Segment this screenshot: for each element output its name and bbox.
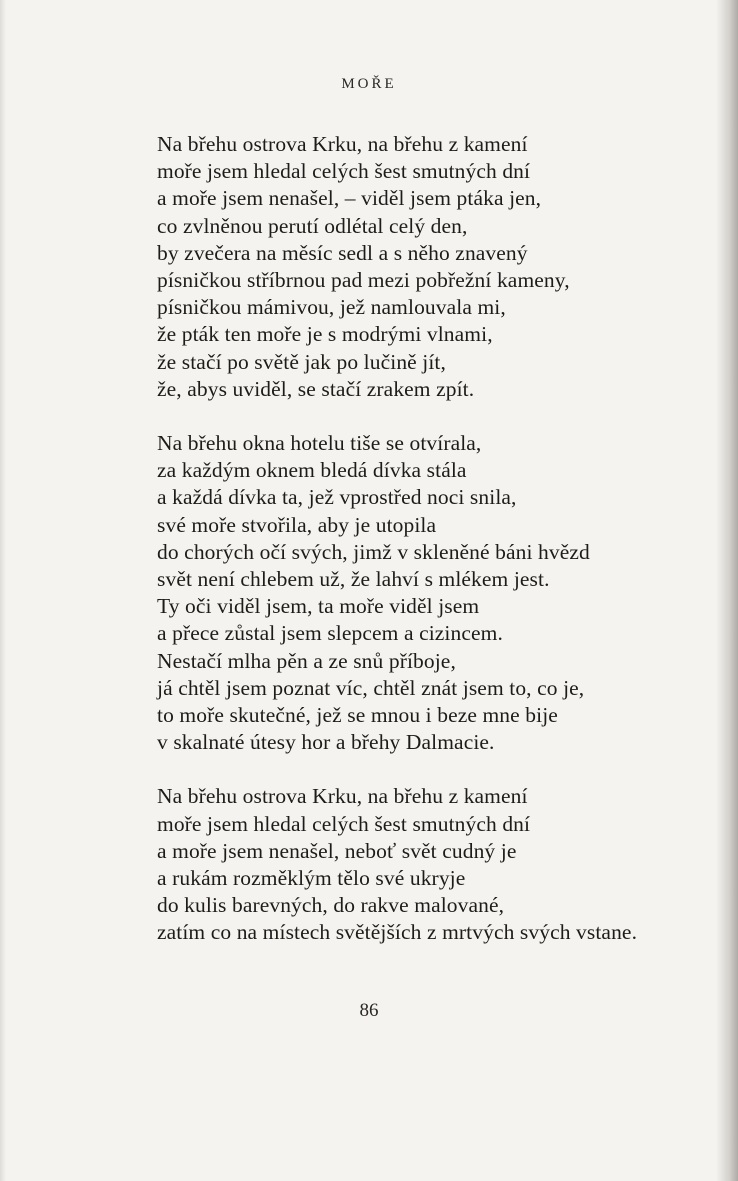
- poem-line: Nestačí mlha pěn a ze snů příboje,: [157, 648, 456, 673]
- poem-line: že pták ten moře je s modrými vlnami,: [157, 322, 493, 347]
- poem-title: MOŘE: [341, 76, 397, 92]
- stanza-1: [157, 131, 697, 403]
- poem-body: [157, 131, 697, 947]
- poem-line: Na břehu ostrova Krku, na břehu z kamení: [157, 132, 528, 156]
- poem-line: že, abys uviděl, se stačí zrakem zpít.: [157, 376, 475, 401]
- poem-line: Ty oči viděl jsem, ta moře viděl jsem: [157, 594, 480, 619]
- poem-line: zatím co na místech světějších z mrtvých svých vstane.: [157, 920, 638, 945]
- poem-line: že stačí po světě jak po lučině jít,: [157, 349, 446, 374]
- poem-line: já chtěl jsem poznat víc, chtěl znát jsem to, co je,: [157, 675, 585, 700]
- poem-line: do kulis barevných, do rakve malované,: [157, 893, 505, 918]
- poem-line: by zvečera na měsíc sedl a s něho znavený: [157, 240, 528, 265]
- stanza-3: [157, 783, 697, 946]
- poem-line: Na břehu ostrova Krku, na břehu z kamení: [157, 784, 528, 809]
- poem-line: a každá dívka ta, jež vprostřed noci snila,: [157, 485, 517, 510]
- poem-line: Na břehu okna hotelu tiše se otvírala,: [157, 431, 482, 456]
- poem-line: moře jsem hledal celých šest smutných dní: [157, 159, 531, 184]
- poem-line: moře jsem hledal celých šest smutných dní: [157, 811, 531, 836]
- poem-line: to moře skutečné, jež se mnou i beze mne bije: [157, 703, 558, 728]
- poem-line: písničkou stříbrnou pad mezi pobřežní kameny,: [157, 268, 570, 293]
- poem-line: a moře jsem nenašel, neboť svět cudný je: [157, 838, 517, 863]
- poem-line: svět není chlebem už, že lahví s mlékem jest.: [157, 567, 550, 592]
- poem-line: do chorých očí svých, jimž v skleněné báni hvězd: [157, 539, 590, 564]
- stanza-2: [157, 430, 697, 756]
- poem-line: písničkou mámivou, jež namlouvala mi,: [157, 295, 506, 320]
- poem-line: v skalnaté útesy hor a břehy Dalmacie.: [157, 730, 495, 755]
- poem-line: své moře stvořila, aby je utopila: [157, 512, 437, 537]
- poem-line: a přece zůstal jsem slepcem a cizincem.: [157, 621, 503, 646]
- poem-line: co zvlněnou perutí odlétal celý den,: [157, 213, 468, 238]
- page-number: 86: [359, 1000, 379, 1021]
- poem-line: za každým oknem bledá dívka stála: [157, 458, 467, 483]
- poem-line: a moře jsem nenašel, – viděl jsem ptáka jen,: [157, 186, 542, 211]
- poem-line: a rukám rozměklým tělo své ukryje: [157, 866, 466, 891]
